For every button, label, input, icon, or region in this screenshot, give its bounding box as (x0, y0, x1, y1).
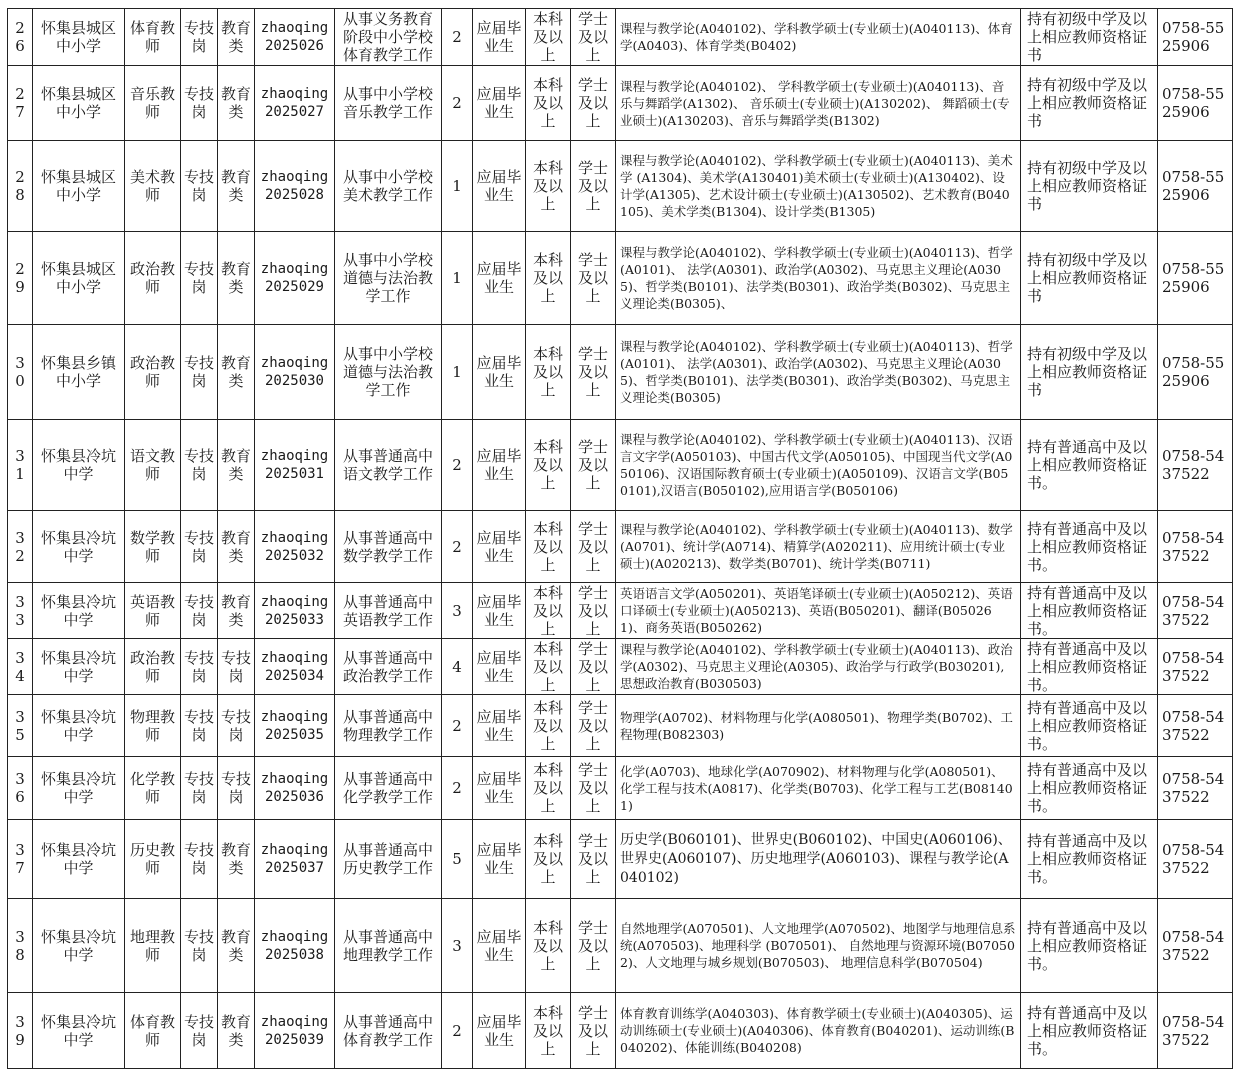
candidate-source: 应届毕业生 (473, 9, 526, 66)
row-number: 28 (8, 141, 33, 232)
job-duty: 从事普通高中体育教学工作 (335, 993, 442, 1069)
hiring-unit: 怀集县冷坑中学 (33, 820, 125, 899)
position-name: 数学教师 (125, 511, 181, 583)
row-number: 39 (8, 993, 33, 1069)
job-duty: 从事中小学校道德与法治教学工作 (335, 232, 442, 325)
candidate-source: 应届毕业生 (473, 141, 526, 232)
certificate-requirement: 持有初级中学及以上相应教师资格证书 (1021, 232, 1158, 325)
row-number: 34 (8, 639, 33, 695)
job-duty: 从事普通高中物理教学工作 (335, 695, 442, 757)
candidate-source: 应届毕业生 (473, 66, 526, 141)
position-category: 专技岗 (181, 420, 218, 511)
table-row (8, 639, 1233, 695)
hiring-unit: 怀集县冷坑中学 (33, 757, 125, 820)
education-requirement: 本科及以上 (526, 325, 571, 420)
job-duty: 从事普通高中英语教学工作 (335, 583, 442, 639)
contact-phone: 0758-5437522 (1158, 820, 1233, 899)
contact-phone: 0758-5525906 (1158, 66, 1233, 141)
table-row (8, 757, 1233, 820)
hiring-unit: 怀集县城区中小学 (33, 141, 125, 232)
row-number: 33 (8, 583, 33, 639)
hiring-count: 2 (442, 993, 473, 1069)
degree-requirement: 学士及以上 (571, 695, 616, 757)
hiring-count: 3 (442, 899, 473, 993)
certificate-requirement: 持有普通高中及以上相应教师资格证书。 (1021, 639, 1158, 695)
job-duty: 从事普通高中化学教学工作 (335, 757, 442, 820)
position-code: zhaoqing 2025029 (255, 232, 335, 325)
job-duty: 从事普通高中历史教学工作 (335, 820, 442, 899)
contact-phone: 0758-5525906 (1158, 141, 1233, 232)
position-name: 语文教师 (125, 420, 181, 511)
hiring-count: 1 (442, 141, 473, 232)
position-category: 专技岗 (181, 820, 218, 899)
certificate-requirement: 持有普通高中及以上相应教师资格证书。 (1021, 899, 1158, 993)
major-requirement: 课程与教学论(A040102)、学科教学硕士(专业硕士)(A040113)、哲学(A0101)、 法学(A0301)、政治学(A0302)、马克思主义理论(A0305)、哲学类(B0101)、法学类(B0301)、政治学类(B0302)、马克思主义理论类(B0305)、 (616, 232, 1021, 325)
job-duty: 从事普通高中语文教学工作 (335, 420, 442, 511)
contact-phone: 0758-5437522 (1158, 695, 1233, 757)
candidate-source: 应届毕业生 (473, 899, 526, 993)
row-number: 29 (8, 232, 33, 325)
candidate-source: 应届毕业生 (473, 820, 526, 899)
major-requirement: 英语语言文学(A050201)、英语笔译硕士(专业硕士)(A050212)、英语口译硕士(专业硕士)(A050213)、英语(B050201)、翻译(B050261)、商务英语(B050262) (616, 583, 1021, 639)
candidate-source: 应届毕业生 (473, 511, 526, 583)
education-requirement: 本科及以上 (526, 757, 571, 820)
table-row (8, 583, 1233, 639)
degree-requirement: 学士及以上 (571, 993, 616, 1069)
position-code: zhaoqing 2025037 (255, 820, 335, 899)
hiring-count: 2 (442, 66, 473, 141)
position-code: zhaoqing 2025028 (255, 141, 335, 232)
degree-requirement: 学士及以上 (571, 511, 616, 583)
certificate-requirement: 持有普通高中及以上相应教师资格证书。 (1021, 757, 1158, 820)
education-requirement: 本科及以上 (526, 511, 571, 583)
degree-requirement: 学士及以上 (571, 66, 616, 141)
hiring-count: 3 (442, 583, 473, 639)
contact-phone: 0758-5525906 (1158, 232, 1233, 325)
education-requirement: 本科及以上 (526, 232, 571, 325)
position-kind: 教育类 (218, 993, 255, 1069)
hiring-count: 5 (442, 820, 473, 899)
position-name: 政治教师 (125, 325, 181, 420)
row-number: 38 (8, 899, 33, 993)
contact-phone: 0758-5437522 (1158, 639, 1233, 695)
position-category: 专技岗 (181, 511, 218, 583)
education-requirement: 本科及以上 (526, 583, 571, 639)
position-code: zhaoqing 2025026 (255, 9, 335, 66)
table-body (8, 9, 1233, 1069)
table-row (8, 232, 1233, 325)
candidate-source: 应届毕业生 (473, 993, 526, 1069)
position-name: 历史教师 (125, 820, 181, 899)
table-row (8, 511, 1233, 583)
major-requirement: 历史学(B060101)、世界史(B060102)、中国史(A060106)、世界史(A060107)、历史地理学(A060103)、课程与教学论(A040102) (616, 820, 1021, 899)
position-code: zhaoqing 2025038 (255, 899, 335, 993)
table-row (8, 899, 1233, 993)
position-code: zhaoqing 2025033 (255, 583, 335, 639)
hiring-unit: 怀集县冷坑中学 (33, 993, 125, 1069)
position-code: zhaoqing 2025034 (255, 639, 335, 695)
job-duty: 从事中小学校道德与法治教学工作 (335, 325, 442, 420)
candidate-source: 应届毕业生 (473, 583, 526, 639)
row-number: 31 (8, 420, 33, 511)
position-code: zhaoqing 2025030 (255, 325, 335, 420)
table-row (8, 141, 1233, 232)
education-requirement: 本科及以上 (526, 9, 571, 66)
major-requirement: 课程与教学论(A040102)、学科教学硕士(专业硕士)(A040113)、数学(A0701)、统计学(A0714)、精算学(A020211)、应用统计硕士(专业硕士)(A020213)、数学类(B0701)、统计学类(B0711) (616, 511, 1021, 583)
major-requirement: 课程与教学论(A040102)、学科教学硕士(专业硕士)(A040113)、哲学(A0101)、 法学(A0301)、政治学(A0302)、马克思主义理论(A0305)、哲学类(B0101)、法学类(B0301)、政治学类(B0302)、马克思主义理论类(B0305) (616, 325, 1021, 420)
certificate-requirement: 持有初级中学及以上相应教师资格证书 (1021, 9, 1158, 66)
degree-requirement: 学士及以上 (571, 583, 616, 639)
position-code: zhaoqing 2025036 (255, 757, 335, 820)
education-requirement: 本科及以上 (526, 899, 571, 993)
degree-requirement: 学士及以上 (571, 757, 616, 820)
position-kind: 专技岗 (218, 639, 255, 695)
position-kind: 教育类 (218, 232, 255, 325)
row-number: 36 (8, 757, 33, 820)
certificate-requirement: 持有普通高中及以上相应教师资格证书。 (1021, 511, 1158, 583)
hiring-count: 1 (442, 232, 473, 325)
position-kind: 专技岗 (218, 757, 255, 820)
position-name: 体育教师 (125, 993, 181, 1069)
position-kind: 教育类 (218, 420, 255, 511)
education-requirement: 本科及以上 (526, 66, 571, 141)
position-category: 专技岗 (181, 66, 218, 141)
position-kind: 教育类 (218, 583, 255, 639)
position-code: zhaoqing 2025032 (255, 511, 335, 583)
position-code: zhaoqing 2025035 (255, 695, 335, 757)
table-row (8, 325, 1233, 420)
hiring-unit: 怀集县冷坑中学 (33, 695, 125, 757)
position-kind: 教育类 (218, 820, 255, 899)
table-row (8, 993, 1233, 1069)
position-category: 专技岗 (181, 695, 218, 757)
contact-phone: 0758-5437522 (1158, 757, 1233, 820)
candidate-source: 应届毕业生 (473, 325, 526, 420)
degree-requirement: 学士及以上 (571, 325, 616, 420)
position-category: 专技岗 (181, 757, 218, 820)
education-requirement: 本科及以上 (526, 993, 571, 1069)
job-duty: 从事义务教育阶段中小学校体育教学工作 (335, 9, 442, 66)
degree-requirement: 学士及以上 (571, 232, 616, 325)
contact-phone: 0758-5437522 (1158, 899, 1233, 993)
certificate-requirement: 持有初级中学及以上相应教师资格证书 (1021, 66, 1158, 141)
education-requirement: 本科及以上 (526, 141, 571, 232)
contact-phone: 0758-5525906 (1158, 325, 1233, 420)
hiring-unit: 怀集县冷坑中学 (33, 583, 125, 639)
table-row (8, 420, 1233, 511)
hiring-count: 2 (442, 511, 473, 583)
candidate-source: 应届毕业生 (473, 757, 526, 820)
major-requirement: 体育教育训练学(A040303)、体育教学硕士(专业硕士)(A040305)、运动训练硕士(专业硕士)(A040306)、体育教育(B040201)、运动训练(B040202)、体能训练(B040208) (616, 993, 1021, 1069)
contact-phone: 0758-5525906 (1158, 9, 1233, 66)
hiring-unit: 怀集县冷坑中学 (33, 420, 125, 511)
certificate-requirement: 持有普通高中及以上相应教师资格证书。 (1021, 420, 1158, 511)
position-category: 专技岗 (181, 583, 218, 639)
degree-requirement: 学士及以上 (571, 141, 616, 232)
job-duty: 从事中小学校音乐教学工作 (335, 66, 442, 141)
candidate-source: 应届毕业生 (473, 232, 526, 325)
position-code: zhaoqing 2025031 (255, 420, 335, 511)
position-kind: 教育类 (218, 9, 255, 66)
position-kind: 专技岗 (218, 695, 255, 757)
degree-requirement: 学士及以上 (571, 9, 616, 66)
position-kind: 教育类 (218, 66, 255, 141)
job-duty: 从事普通高中数学教学工作 (335, 511, 442, 583)
position-kind: 教育类 (218, 325, 255, 420)
position-name: 化学教师 (125, 757, 181, 820)
position-kind: 教育类 (218, 899, 255, 993)
hiring-count: 2 (442, 420, 473, 511)
position-category: 专技岗 (181, 639, 218, 695)
hiring-unit: 怀集县城区中小学 (33, 232, 125, 325)
position-name: 音乐教师 (125, 66, 181, 141)
row-number: 30 (8, 325, 33, 420)
position-name: 体育教师 (125, 9, 181, 66)
degree-requirement: 学士及以上 (571, 420, 616, 511)
major-requirement: 化学(A0703)、地球化学(A070902)、材料物理与化学(A080501)、化学工程与技术(A0817)、化学类(B0703)、化学工程与工艺(B081401) (616, 757, 1021, 820)
degree-requirement: 学士及以上 (571, 820, 616, 899)
degree-requirement: 学士及以上 (571, 899, 616, 993)
education-requirement: 本科及以上 (526, 820, 571, 899)
hiring-unit: 怀集县乡镇中小学 (33, 325, 125, 420)
major-requirement: 课程与教学论(A040102)、学科教学硕士(专业硕士)(A040113)、政治学(A0302)、马克思主义理论(A0305)、政治学与行政学(B030201),思想政治教育(B030503) (616, 639, 1021, 695)
row-number: 32 (8, 511, 33, 583)
position-kind: 教育类 (218, 141, 255, 232)
major-requirement: 物理学(A0702)、材料物理与化学(A080501)、物理学类(B0702)、工程物理(B082303) (616, 695, 1021, 757)
contact-phone: 0758-5437522 (1158, 993, 1233, 1069)
position-name: 美术教师 (125, 141, 181, 232)
certificate-requirement: 持有初级中学及以上相应教师资格证书 (1021, 325, 1158, 420)
position-code: zhaoqing 2025027 (255, 66, 335, 141)
table-row (8, 695, 1233, 757)
position-name: 地理教师 (125, 899, 181, 993)
education-requirement: 本科及以上 (526, 695, 571, 757)
position-kind: 教育类 (218, 511, 255, 583)
hiring-count: 1 (442, 325, 473, 420)
hiring-unit: 怀集县冷坑中学 (33, 511, 125, 583)
degree-requirement: 学士及以上 (571, 639, 616, 695)
certificate-requirement: 持有普通高中及以上相应教师资格证书。 (1021, 583, 1158, 639)
major-requirement: 课程与教学论(A040102)、 学科教学硕士(专业硕士)(A040113)、音乐与舞蹈学(A1302)、 音乐硕士(专业硕士)(A130202)、 舞蹈硕士(专业硕士)(A130203)、音乐与舞蹈学类(B1302) (616, 66, 1021, 141)
recruitment-table (7, 8, 1233, 1069)
position-category: 专技岗 (181, 325, 218, 420)
position-name: 英语教师 (125, 583, 181, 639)
candidate-source: 应届毕业生 (473, 420, 526, 511)
major-requirement: 课程与教学论(A040102)、学科教学硕士(专业硕士)(A040113)、美术学 (A1304)、美术学(A130401)美术硕士(专业硕士)(A130402)、设计学(A1305)、艺术设计硕士(专业硕士)(A130502)、艺术教育(B040105)、美术学类(B1304)、设计学类(B1305) (616, 141, 1021, 232)
hiring-unit: 怀集县冷坑中学 (33, 639, 125, 695)
position-name: 政治教师 (125, 639, 181, 695)
certificate-requirement: 持有普通高中及以上相应教师资格证书。 (1021, 695, 1158, 757)
row-number: 35 (8, 695, 33, 757)
hiring-unit: 怀集县城区中小学 (33, 66, 125, 141)
contact-phone: 0758-5437522 (1158, 583, 1233, 639)
certificate-requirement: 持有初级中学及以上相应教师资格证书 (1021, 141, 1158, 232)
row-number: 37 (8, 820, 33, 899)
table-row (8, 66, 1233, 141)
certificate-requirement: 持有普通高中及以上相应教师资格证书。 (1021, 820, 1158, 899)
row-number: 26 (8, 9, 33, 66)
job-duty: 从事中小学校美术教学工作 (335, 141, 442, 232)
education-requirement: 本科及以上 (526, 420, 571, 511)
contact-phone: 0758-5437522 (1158, 420, 1233, 511)
hiring-count: 4 (442, 639, 473, 695)
row-number: 27 (8, 66, 33, 141)
position-category: 专技岗 (181, 993, 218, 1069)
hiring-unit: 怀集县冷坑中学 (33, 899, 125, 993)
contact-phone: 0758-5437522 (1158, 511, 1233, 583)
position-name: 物理教师 (125, 695, 181, 757)
major-requirement: 自然地理学(A070501)、人文地理学(A070502)、地图学与地理信息系统(A070503)、地理科学 (B070501)、 自然地理与资源环境(B070502)、人文地理与城乡规划(B070503)、 地理信息科学(B070504) (616, 899, 1021, 993)
hiring-unit: 怀集县城区中小学 (33, 9, 125, 66)
table-row (8, 820, 1233, 899)
major-requirement: 课程与教学论(A040102)、学科教学硕士(专业硕士)(A040113)、汉语言文字学(A050103)、中国古代文学(A050105)、中国现当代文学(A050106)、汉语国际教育硕士(专业硕士)(A050109)、汉语言文学(B050101),汉语言(B050102),应用语言学(B050106) (616, 420, 1021, 511)
hiring-count: 2 (442, 757, 473, 820)
job-duty: 从事普通高中地理教学工作 (335, 899, 442, 993)
position-category: 专技岗 (181, 9, 218, 66)
position-code: zhaoqing 2025039 (255, 993, 335, 1069)
candidate-source: 应届毕业生 (473, 695, 526, 757)
hiring-count: 2 (442, 9, 473, 66)
candidate-source: 应届毕业生 (473, 639, 526, 695)
position-category: 专技岗 (181, 141, 218, 232)
certificate-requirement: 持有普通高中及以上相应教师资格证书。 (1021, 993, 1158, 1069)
table-row (8, 9, 1233, 66)
position-category: 专技岗 (181, 899, 218, 993)
education-requirement: 本科及以上 (526, 639, 571, 695)
position-name: 政治教师 (125, 232, 181, 325)
major-requirement: 课程与教学论(A040102)、学科教学硕士(专业硕士)(A040113)、体育学(A0403)、体育学类(B0402) (616, 9, 1021, 66)
hiring-count: 2 (442, 695, 473, 757)
position-category: 专技岗 (181, 232, 218, 325)
job-duty: 从事普通高中政治教学工作 (335, 639, 442, 695)
